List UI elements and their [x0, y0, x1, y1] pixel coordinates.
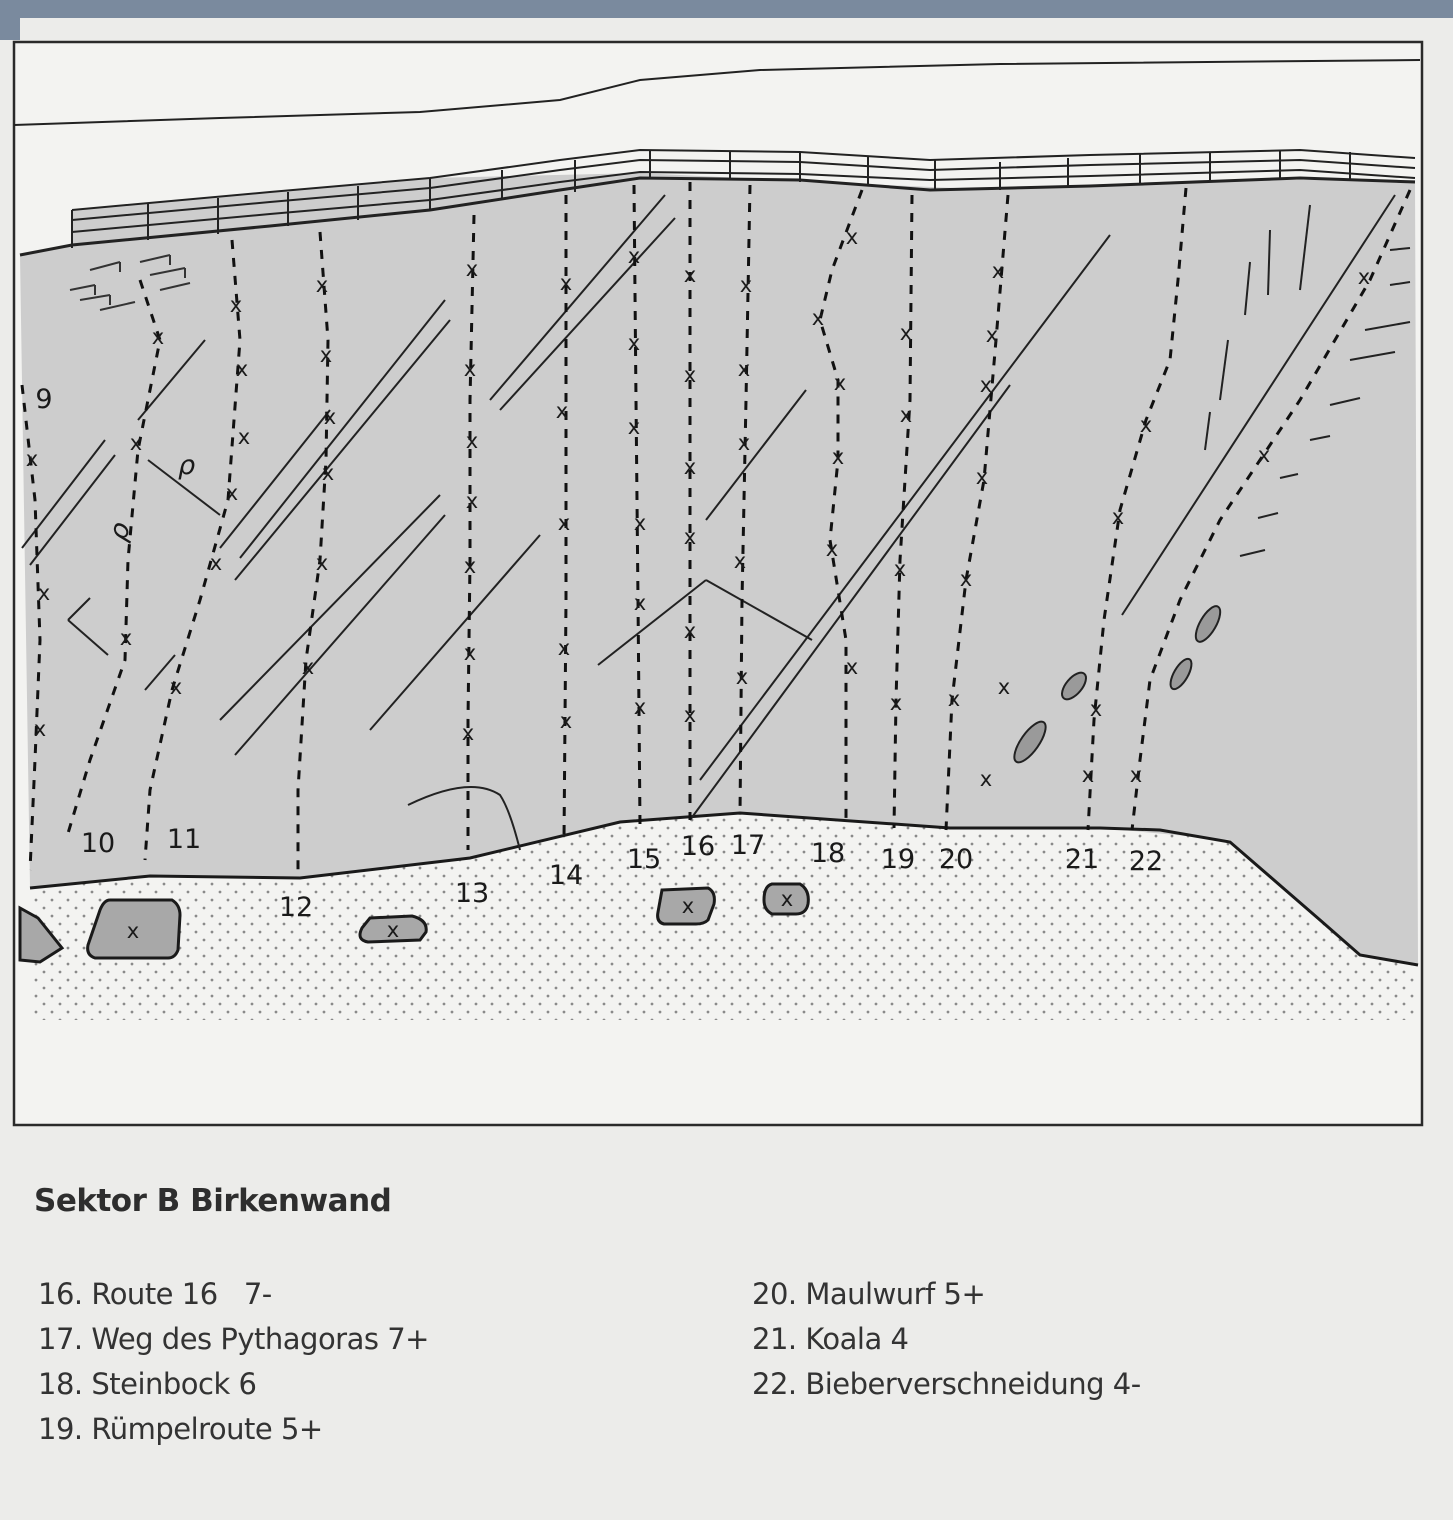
bolt-marker: x	[235, 357, 249, 381]
legend-item: 21. Koala 4	[752, 1322, 909, 1356]
bolt-marker: x	[899, 403, 913, 427]
bolt-marker: x	[315, 551, 329, 575]
bolt-marker: x	[169, 675, 183, 699]
bolt-marker: x	[975, 465, 989, 489]
bolt-marker: x	[1089, 697, 1103, 721]
bolt-marker: x	[985, 323, 999, 347]
route-label-10: 10	[80, 828, 116, 859]
bolt-marker: x	[633, 591, 647, 615]
bolt-marker: x	[683, 703, 697, 727]
bolt-marker: x	[997, 675, 1011, 699]
bolt-marker: x	[126, 919, 140, 943]
bolt-marker: x	[463, 641, 477, 665]
bolt-marker: x	[959, 567, 973, 591]
bolt-marker: x	[780, 887, 794, 911]
legend-item: 20. Maulwurf 5+	[752, 1277, 986, 1311]
bolt-marker: x	[25, 447, 39, 471]
bolt-marker: x	[1111, 505, 1125, 529]
bolt-marker: x	[889, 691, 903, 715]
route-legend-left	[38, 1272, 429, 1452]
bolt-marker: x	[735, 665, 749, 689]
bolt-marker: x	[463, 357, 477, 381]
route-label-20: 20	[938, 844, 974, 875]
bolt-marker: x	[465, 429, 479, 453]
bolt-marker: x	[893, 557, 907, 581]
bolt-marker: x	[683, 619, 697, 643]
bolt-marker: x	[1139, 413, 1153, 437]
route-legend-right	[752, 1272, 1141, 1407]
legend-item: 18. Steinbock 6	[38, 1367, 257, 1401]
bolt-marker: x	[979, 767, 993, 791]
bolt-marker: x	[833, 371, 847, 395]
route-label-19: 19	[880, 844, 916, 875]
route-label-16: 16	[680, 831, 716, 862]
bolt-marker: x	[229, 293, 243, 317]
bolt-marker: x	[825, 537, 839, 561]
legend-item: 17. Weg des Pythagoras 7+	[38, 1322, 429, 1356]
bolt-marker: x	[681, 894, 695, 918]
route-label-15: 15	[626, 844, 662, 875]
bolt-marker: x	[739, 273, 753, 297]
bolt-marker: x	[315, 273, 329, 297]
route-label-13: 13	[454, 878, 490, 909]
bolt-marker: x	[627, 244, 641, 268]
bolt-marker: x	[465, 489, 479, 513]
bolt-marker: x	[555, 399, 569, 423]
bolt-marker: x	[209, 551, 223, 575]
bolt-marker: x	[463, 554, 477, 578]
bolt-marker: x	[559, 271, 573, 295]
bolt-marker: x	[129, 431, 143, 455]
bolt-marker: x	[225, 481, 239, 505]
route-label-11: 11	[166, 824, 202, 855]
legend-item: 22. Bieberverschneidung 4-	[752, 1367, 1141, 1401]
bolt-marker: x	[461, 721, 475, 745]
route-label-22: 22	[1128, 846, 1164, 877]
legend-item: 19. Rümpelroute 5+	[38, 1412, 323, 1446]
bolt-marker: x	[831, 445, 845, 469]
bolt-marker: x	[737, 357, 751, 381]
bolt-marker: x	[899, 321, 913, 345]
bolt-marker: x	[33, 717, 47, 741]
bolt-marker: x	[1257, 443, 1271, 467]
bolt-marker: x	[119, 626, 133, 650]
bolt-marker: x	[151, 325, 165, 349]
bolt-marker: x	[845, 655, 859, 679]
bolt-marker: x	[991, 259, 1005, 283]
bolt-marker: x	[557, 511, 571, 535]
bolt-marker: x	[386, 918, 400, 942]
bolt-marker: x	[37, 581, 51, 605]
route-label-9: 9	[35, 384, 53, 415]
route-label-12: 12	[278, 892, 314, 923]
rho-annotation: ρ	[102, 517, 138, 545]
bolt-marker: x	[683, 525, 697, 549]
bolt-marker: x	[321, 461, 335, 485]
bolt-marker: x	[557, 636, 571, 660]
bolt-marker: x	[979, 373, 993, 397]
bolt-marker: x	[301, 655, 315, 679]
route-label-14: 14	[548, 860, 584, 891]
sector-caption: Sektor B Birkenwand	[34, 1183, 392, 1219]
bolt-marker: x	[733, 549, 747, 573]
bolt-marker: x	[1129, 763, 1143, 787]
bolt-marker: x	[627, 331, 641, 355]
bolt-marker: x	[683, 363, 697, 387]
bolt-marker: x	[1357, 265, 1371, 289]
route-label-21: 21	[1064, 844, 1100, 875]
bolt-marker: x	[947, 687, 961, 711]
bolt-marker: x	[683, 455, 697, 479]
route-label-17: 17	[730, 830, 766, 861]
rho-annotation: ρ	[178, 450, 196, 481]
bolt-marker: x	[627, 415, 641, 439]
bolt-marker: x	[633, 695, 647, 719]
legend-item: 16. Route 16 7-	[38, 1277, 272, 1311]
route-label-18: 18	[810, 838, 846, 869]
bolt-marker: x	[737, 431, 751, 455]
bolt-marker: x	[323, 405, 337, 429]
bolt-marker: x	[319, 343, 333, 367]
bolt-marker: x	[683, 263, 697, 287]
bolt-marker: x	[237, 425, 251, 449]
bolt-marker: x	[811, 306, 825, 330]
bolt-marker: x	[633, 511, 647, 535]
bolt-marker: x	[1081, 763, 1095, 787]
bolt-marker: x	[559, 709, 573, 733]
bolt-marker: x	[845, 225, 859, 249]
bolt-marker: x	[465, 257, 479, 281]
